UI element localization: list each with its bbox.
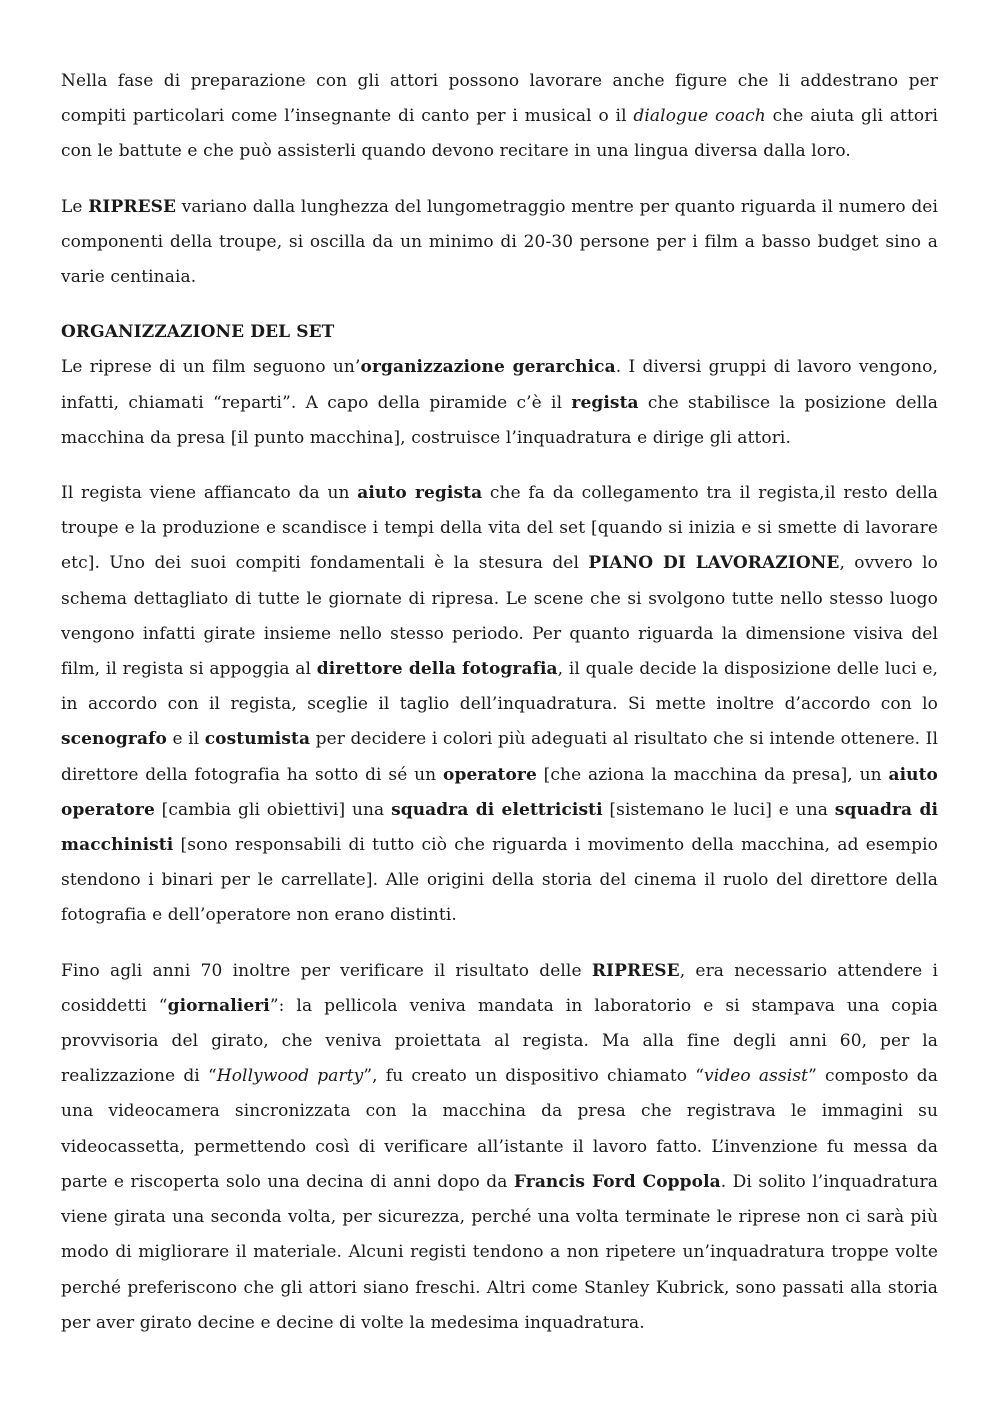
paragraph-riprese [61,190,938,296]
bold-term: regista [571,392,639,413]
text-run: ”: la pellicola veniva mandata in laboratorio e si stampava una copia provvisoria del girato, che veniva proiettata al regista. Ma alla fine degli anni 60, per la realizzazione di “ [61,995,938,1087]
italic-term: Hollywood party [216,1066,364,1087]
bold-term: operatore [443,764,537,785]
bold-term: PIANO DI LAVORAZIONE [588,553,840,574]
text-run: e il [166,729,205,750]
bold-term: RIPRESE [591,960,680,981]
bold-term: aiuto regista [357,483,483,504]
text-run: ” composto da una videocamera sincronizzata con la macchina da presa che registrava le immagini su videocassetta, permettendo così di verificare all’istante il lavoro fatto. L’invenzione fu messa da parte e riscoperta solo una decina di anni dopo da [61,1066,938,1192]
bold-term: organizzazione gerarchica [360,357,616,378]
text-run: Le riprese di un film seguono un’ [61,357,361,378]
text-run: che fa da collegamento tra il regista,il resto della troupe e la produzione e scandisce i tempi della vita del set [quando si inizia e si smette di lavorare etc]. Uno dei suoi compiti fondamentali è la stesura del [61,483,938,574]
text-run: variano dalla lunghezza del lungometraggio mentre per quanto riguarda il numero dei componenti della troupe, si oscilla da un minimo di 20-30 persone per i film a basso budget sino a varie centinaia. [61,196,938,288]
text-run: [sono responsabili di tutto ciò che riguarda i movimento della macchina, ad esempio stendono i binari per le carrellate]. Alle origini della storia del cinema il ruolo del direttore della fotografia e dell’operatore non erano distinti. [61,835,938,926]
text-run: , il quale decide la disposizione delle luci e, in accordo con il regista, sceglie il taglio dell’inquadratura. Si mette inoltre d’accordo con lo [61,659,938,715]
italic-term: video assist [704,1066,809,1087]
text-run: Fino agli anni 70 inoltre per verificare il risultato delle [61,960,592,981]
bold-term: costumista [204,729,311,750]
text-run: Nella fase di preparazione con gli attori possono lavorare anche figure che li addestrano per compiti particolari come l’insegnante di canto per i musical o il [61,71,938,127]
paragraph-aiuto-regista [61,476,938,934]
text-run: [sistemano le luci] e una [602,799,835,820]
text-run: [che aziona la macchina da presa], un [536,764,889,785]
bold-term: aiuto operatore [61,764,938,820]
text-run: che stabilisce la posizione della macchina da presa [il punto macchina], costruisce l’inquadratura e dirige gli attori. [61,392,938,448]
text-run: , era necessario attendere i cosiddetti “ [61,960,938,1016]
bold-term: direttore della fotografia [316,659,558,680]
bold-term: scenografo [61,729,167,750]
bold-term: RIPRESE [88,196,177,217]
text-run: Il regista viene affiancato da un [61,483,358,504]
text-run: Le [61,196,89,217]
bold-term: giornalieri [167,995,270,1016]
italic-term: dialogue coach [633,106,766,127]
text-run: ”, fu creato un dispositivo chiamato “ [363,1066,705,1087]
bold-term: Francis Ford Coppola [513,1171,721,1192]
bold-term: squadra di elettricisti [391,799,603,820]
paragraph-organizzazione [61,350,938,456]
text-run: [cambia gli obiettivi] una [154,799,392,820]
text-run: , ovvero lo schema dettagliato di tutte le giornate di ripresa. Le scene che si svolgono tutte nello stesso luogo vengono infatti girate insieme nello stesso periodo. Per quanto riguarda la dimensione visiva del film, il regista si appoggia al [61,553,938,680]
document-page [61,64,938,1361]
paragraph-preparazione [61,64,938,170]
text-run: che aiuta gli attori con le battute e che può assisterli quando devono recitare in una lingua diversa dalla loro. [61,106,939,162]
paragraph-giornalieri [61,954,938,1341]
text-run: . Di solito l’inquadratura viene girata una seconda volta, per sicurezza, perché una volta terminate le riprese non ci sarà più modo di migliorare il materiale. Alcuni registi tendono a non ripetere un’inquadratura troppe volte perché preferiscono che gli attori siano freschi. Altri come Stanley Kubrick, sono passati alla storia per aver girato decine e decine di volte la medesima inquadratura. [61,1171,938,1333]
bold-term: squadra di macchinisti [61,799,938,856]
text-run: . I diversi gruppi di lavoro vengono, infatti, chiamati “reparti”. A capo della piramide c’è il [61,357,938,413]
text-run: per decidere i colori più adeguati al risultato che si intende ottenere. Il direttore della fotografia ha sotto di sé un [61,729,939,785]
section-heading: ORGANIZZAZIONE DEL SET [61,322,335,343]
